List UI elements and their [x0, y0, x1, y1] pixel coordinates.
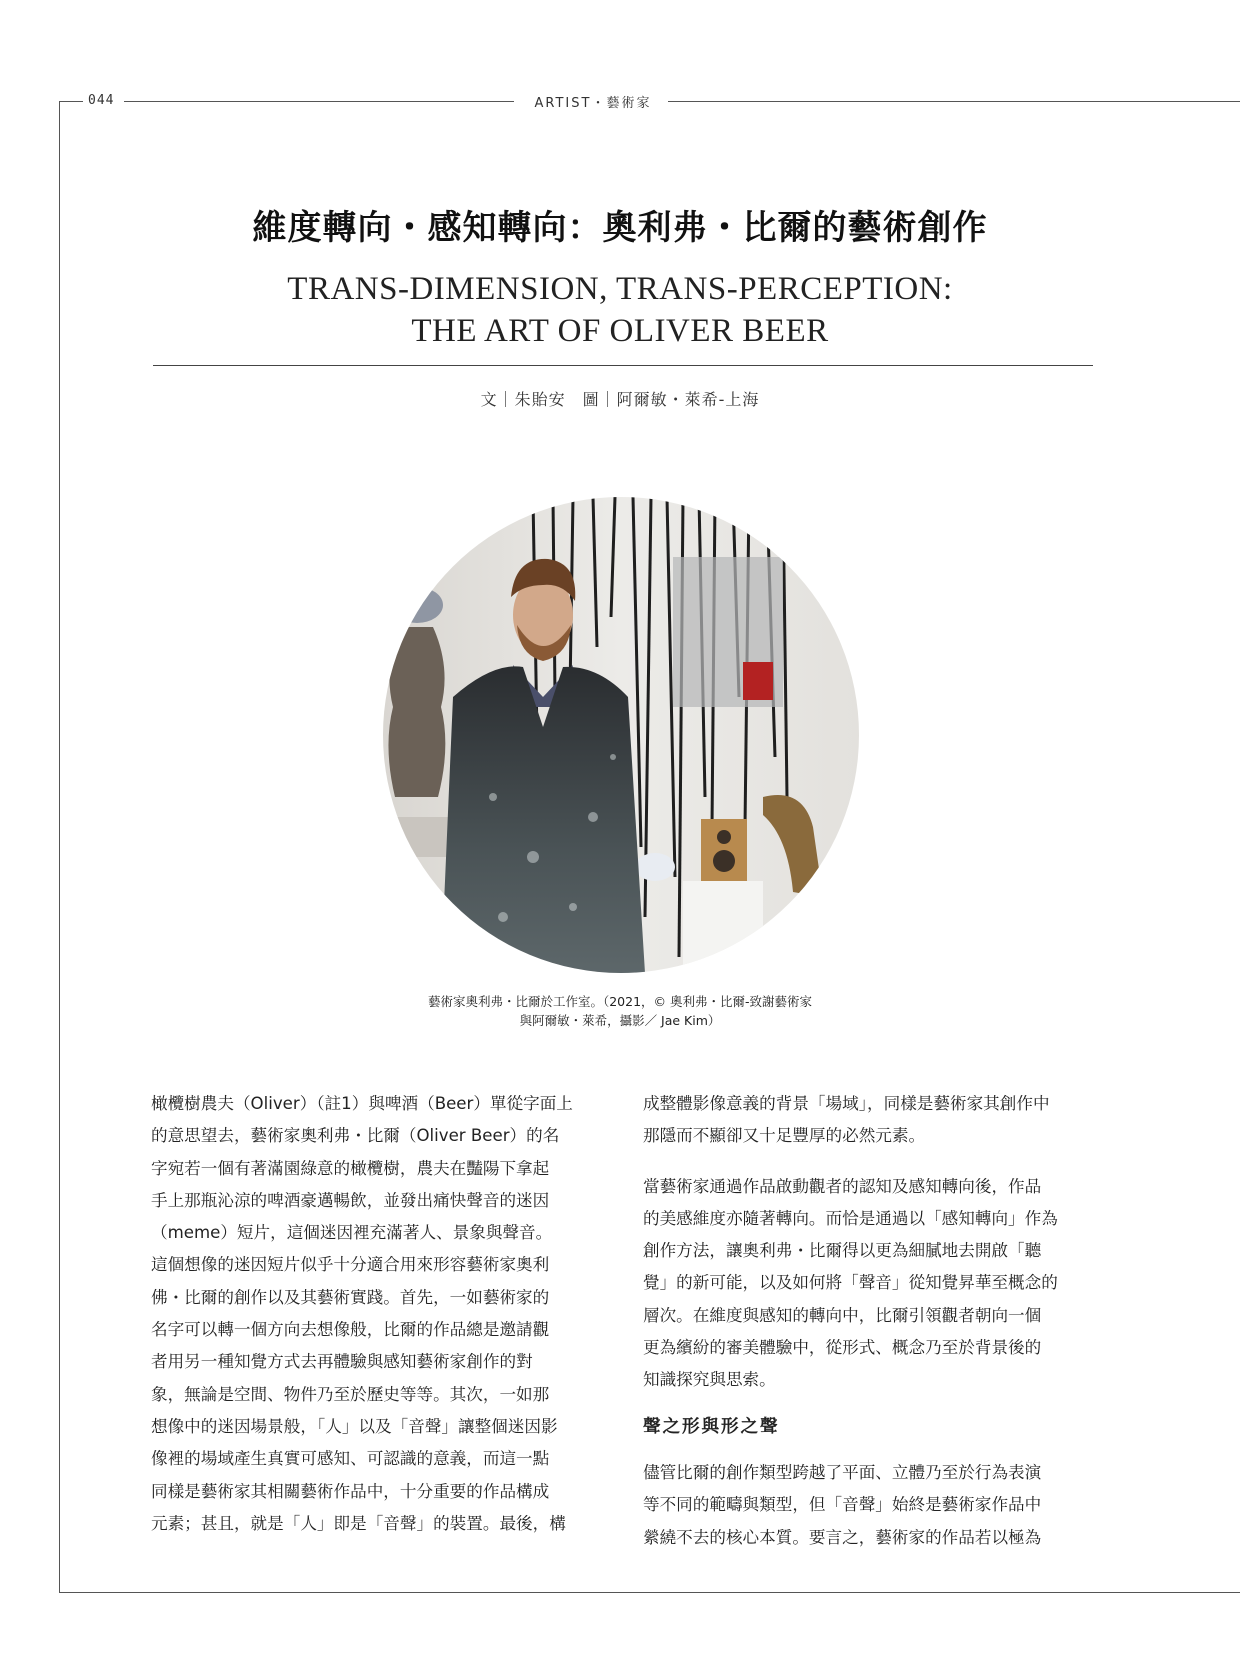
- body-line: 創作方法，讓奧利弗・比爾得以更為細膩地去開啟「聽: [643, 1241, 1042, 1261]
- body-line: 佛・比爾的創作以及其藝術實踐。首先，一如藝術家的: [151, 1287, 550, 1307]
- section-heading: 聲之形與形之聲: [643, 1416, 780, 1437]
- body-line: 名字可以轉一個方向去想像般，比爾的作品總是邀請觀: [151, 1320, 550, 1340]
- artist-portrait-photo: [383, 497, 859, 973]
- page-number: 044: [88, 93, 115, 108]
- body-line: （meme）短片，這個迷因裡充滿著人、景象與聲音。: [151, 1223, 553, 1243]
- article-title-en: [0, 268, 1240, 352]
- body-column-left: [151, 1088, 603, 1540]
- body-line: 知識探究與思索。: [643, 1370, 776, 1390]
- body-line: 元素；甚且，就是「人」即是「音聲」的裝置。最後，構: [151, 1513, 566, 1533]
- figure-caption-line1: 藝術家奧利弗・比爾於工作室。（2021，© 奧利弗・比爾-致謝藝術家: [427, 994, 813, 1009]
- body-line: 成整體影像意義的背景「場域」，同樣是藝術家其創作中: [643, 1094, 1050, 1113]
- body-line: 者用另一種知覺方式去再體驗與感知藝術家創作的對: [151, 1352, 533, 1372]
- body-line: 字宛若一個有著滿園綠意的橄欖樹，農夫在豔陽下拿起: [151, 1158, 550, 1178]
- header-rule-right: [668, 101, 1240, 102]
- body-line: 縈繞不去的核心本質。要言之，藝術家的作品若以極為: [643, 1527, 1042, 1547]
- article-title-zh: 維度轉向・感知轉向：奧利弗・比爾的藝術創作: [252, 208, 988, 248]
- header-rule-middle: [124, 101, 514, 102]
- body-line: 同樣是藝術家其相關藝術作品中，十分重要的作品構成: [151, 1481, 550, 1501]
- body-line: 象，無論是空間、物件乃至於歷史等等。其次，一如那: [151, 1384, 550, 1404]
- body-line: 覺」的新可能，以及如何將「聲音」從知覺昇華至概念的: [643, 1273, 1058, 1293]
- body-line: 的意思望去，藝術家奧利弗・比爾（Oliver Beer）的名: [151, 1126, 560, 1146]
- body-line: 層次。在維度與感知的轉向中，比爾引領觀者朝向一個: [643, 1305, 1042, 1325]
- article-title-en-line2: THE ART OF OLIVER BEER: [411, 313, 829, 349]
- paragraph-gap: [643, 1153, 1095, 1171]
- body-line: 的美感維度亦隨著轉向。而恰是通過以「感知轉向」作為: [643, 1208, 1058, 1228]
- body-line: 當藝術家通過作品啟動觀者的認知及感知轉向後，作品: [643, 1176, 1042, 1196]
- body-line: 儘管比爾的創作類型跨越了平面、立體乃至於行為表演: [643, 1462, 1042, 1482]
- body-line: 橄欖樹農夫（Oliver）（註1）與啤酒（Beer）單從字面上: [151, 1094, 573, 1113]
- body-line: 像裡的場域產生真實可感知、可認識的意義，而這一點: [151, 1449, 550, 1469]
- article-title-en-line1: TRANS-DIMENSION, TRANS-PERCEPTION:: [287, 271, 953, 307]
- figure-caption-line2: 與阿爾敏・萊希，攝影／ Jae Kim）: [519, 1013, 721, 1028]
- page-frame-bottom: [59, 1592, 1240, 1593]
- body-line: 更為繽紛的審美體驗中，從形式、概念乃至於背景後的: [643, 1338, 1042, 1358]
- body-line: 等不同的範疇與類型，但「音聲」始終是藝術家作品中: [643, 1495, 1042, 1515]
- section-label: ARTIST・藝術家: [534, 96, 652, 111]
- header-rule-left: [59, 101, 83, 102]
- figure-caption: [300, 992, 940, 1030]
- body-line: 手上那瓶沁涼的啤酒豪邁暢飲，並發出痛快聲音的迷因: [151, 1190, 550, 1210]
- body-line: 那隱而不顯卻又十足豐厚的必然元素。: [643, 1126, 926, 1146]
- title-divider: [153, 365, 1093, 366]
- article-credits: 文｜朱貽安 圖｜阿爾敏・萊希-上海: [480, 390, 760, 409]
- body-column-right: [643, 1088, 1095, 1554]
- body-line: 這個想像的迷因短片似乎十分適合用來形容藝術家奧利: [151, 1255, 550, 1275]
- body-line: 想像中的迷因場景般，「人」以及「音聲」讓整個迷因影: [151, 1416, 558, 1436]
